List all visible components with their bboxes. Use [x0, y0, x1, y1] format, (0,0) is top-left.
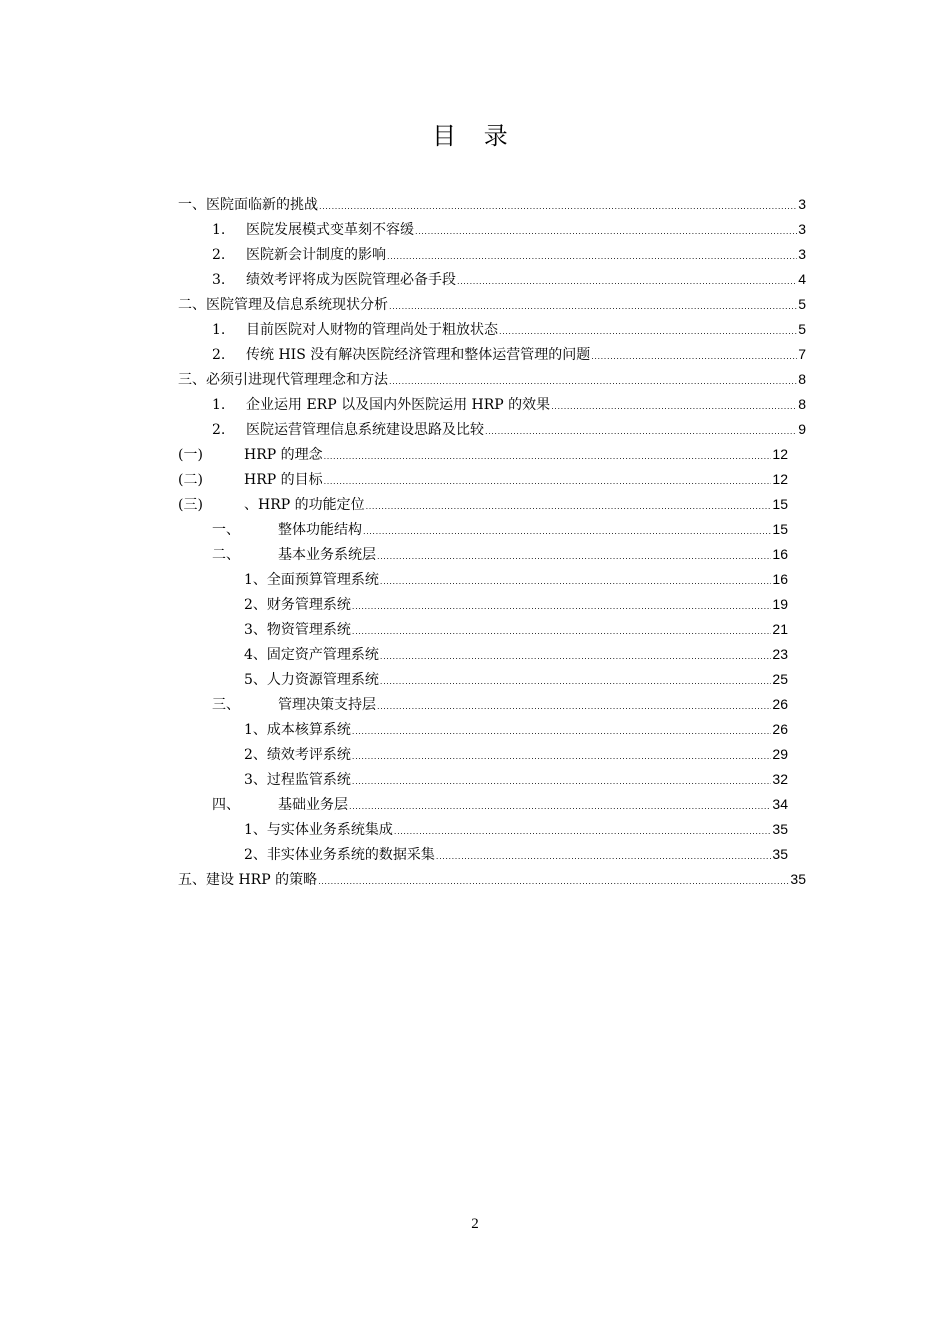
toc-entry-title: 5、人力资源管理系统: [244, 672, 379, 688]
toc-entry[interactable]: [178, 242, 806, 267]
toc-entry-title: 2、绩效考评系统: [244, 747, 351, 763]
toc-entry[interactable]: [178, 392, 806, 417]
toc-leader-dots: [436, 844, 772, 869]
toc-entry[interactable]: [178, 542, 806, 567]
toc-entry-title: 三、必须引进现代管理理念和方法: [178, 372, 388, 388]
toc-entry-number: 1.: [212, 222, 226, 238]
toc-entry-title: HRP 的理念: [244, 447, 323, 463]
toc-entry-page: 3: [798, 221, 806, 237]
toc-entry[interactable]: [178, 717, 806, 742]
toc-entry-title: 绩效考评将成为医院管理必备手段: [246, 272, 456, 288]
toc-entry-page: 16: [772, 571, 788, 587]
toc-entry[interactable]: [178, 867, 806, 892]
toc-entry[interactable]: [178, 817, 806, 842]
toc-entry-page: 12: [772, 446, 788, 462]
toc-entry[interactable]: [178, 192, 806, 217]
toc-leader-dots: [352, 619, 772, 644]
toc-entry-number: (二): [178, 472, 203, 488]
toc-leader-dots: [377, 694, 771, 719]
toc-entry-page: 7: [798, 346, 806, 362]
toc-leader-dots: [318, 869, 789, 894]
toc-leader-dots: [389, 294, 797, 319]
toc-title: 目 录: [432, 122, 518, 150]
toc-entry-title: 4、固定资产管理系统: [244, 647, 379, 663]
toc-entry-page: 8: [798, 371, 806, 387]
toc-entry-number: 二、: [212, 547, 240, 563]
toc-leader-dots: [457, 269, 797, 294]
toc-leader-dots: [352, 744, 772, 769]
toc-entry-page: 4: [798, 271, 806, 287]
toc-entry-title: 3、物资管理系统: [244, 622, 351, 638]
toc-entry-title: 基础业务层: [278, 797, 348, 813]
toc-leader-dots: [380, 644, 772, 669]
toc-leader-dots: [394, 819, 772, 844]
toc-entry-page: 32: [772, 771, 788, 787]
toc-entry-page: 15: [772, 521, 788, 537]
toc-leader-dots: [349, 794, 771, 819]
toc-leader-dots: [415, 219, 797, 244]
toc-entry[interactable]: [178, 367, 806, 392]
toc-leader-dots: [324, 444, 772, 469]
toc-entry[interactable]: [178, 267, 806, 292]
toc-entry[interactable]: [178, 592, 806, 617]
toc-entry-number: 2.: [212, 422, 226, 438]
toc-entry[interactable]: [178, 317, 806, 342]
toc-entry-title: 医院运营管理信息系统建设思路及比较: [246, 422, 484, 438]
toc-leader-dots: [591, 344, 797, 369]
toc-entry[interactable]: [178, 617, 806, 642]
toc-entry-page: 35: [772, 846, 788, 862]
toc-entry[interactable]: [178, 492, 806, 517]
toc-leader-dots: [499, 319, 797, 344]
toc-entry-title: 医院新会计制度的影响: [246, 247, 386, 263]
toc-entry[interactable]: [178, 642, 806, 667]
toc-entry[interactable]: [178, 342, 806, 367]
toc-leader-dots: [389, 369, 797, 394]
toc-entry-page: 29: [772, 746, 788, 762]
toc-leader-dots: [485, 419, 797, 444]
toc-entry[interactable]: [178, 692, 806, 717]
toc-leader-dots: [380, 569, 772, 594]
toc-entry-page: 3: [798, 196, 806, 212]
toc-entry-title: 、HRP 的功能定位: [244, 497, 365, 513]
toc-entry-title: 二、医院管理及信息系统现状分析: [178, 297, 388, 313]
toc-entry-page: 23: [772, 646, 788, 662]
toc-entry-page: 15: [772, 496, 788, 512]
toc-entry-title: 3、过程监管系统: [244, 772, 351, 788]
toc-leader-dots: [551, 394, 797, 419]
toc-entry[interactable]: [178, 842, 806, 867]
toc-entry-page: 25: [772, 671, 788, 687]
toc-entry-number: 一、: [212, 522, 240, 538]
toc-entry-number: (一): [178, 447, 203, 463]
toc-leader-dots: [352, 719, 772, 744]
toc-entry-title: 企业运用 ERP 以及国内外医院运用 HRP 的效果: [246, 397, 551, 413]
toc-entry-number: 2.: [212, 247, 226, 263]
toc-entry-number: 1.: [212, 397, 226, 413]
page-number: 2: [471, 1216, 479, 1232]
toc-entry-title: 医院发展模式变革刻不容缓: [246, 222, 414, 238]
toc-entry-page: 19: [772, 596, 788, 612]
toc-leader-dots: [366, 494, 772, 519]
toc-entry-title: 目前医院对人财物的管理尚处于粗放状态: [246, 322, 498, 338]
toc-entry-title: 1、成本核算系统: [244, 722, 351, 738]
toc-entry-page: 35: [790, 871, 806, 887]
toc-entry-page: 35: [772, 821, 788, 837]
toc-entry-title: 1、与实体业务系统集成: [244, 822, 393, 838]
toc-entry-title: 1、全面预算管理系统: [244, 572, 379, 588]
toc-entry-page: 5: [798, 321, 806, 337]
toc-entry-page: 26: [772, 721, 788, 737]
toc-entry-title: 一、医院面临新的挑战: [178, 197, 318, 213]
toc-entry-page: 26: [772, 696, 788, 712]
toc-entry-title: 基本业务系统层: [278, 547, 376, 563]
toc-leader-dots: [387, 244, 797, 269]
toc-entry-page: 9: [798, 421, 806, 437]
toc-entry-title: HRP 的目标: [244, 472, 323, 488]
toc-leader-dots: [363, 519, 771, 544]
toc-entry-number: 三、: [212, 697, 240, 713]
toc-entry[interactable]: [178, 517, 806, 542]
toc-entry-page: 5: [798, 296, 806, 312]
toc-entry[interactable]: [178, 742, 806, 767]
toc-entry-title: 2、非实体业务系统的数据采集: [244, 847, 435, 863]
toc-entry[interactable]: [178, 567, 806, 592]
toc-leader-dots: [380, 669, 772, 694]
toc-leader-dots: [352, 769, 772, 794]
toc-entry-number: 3.: [212, 272, 226, 288]
toc-entry-number: (三): [178, 497, 203, 513]
toc-entry-page: 16: [772, 546, 788, 562]
toc-entry-number: 2.: [212, 347, 226, 363]
toc-entry-title: 管理决策支持层: [278, 697, 376, 713]
toc-entry-page: 3: [798, 246, 806, 262]
toc-entry[interactable]: [178, 467, 806, 492]
toc-entry-number: 1.: [212, 322, 226, 338]
toc-entry-title: 五、建设 HRP 的策略: [178, 872, 318, 888]
toc-entry[interactable]: [178, 792, 806, 817]
toc-entry-title: 整体功能结构: [278, 522, 362, 538]
toc-entry-page: 34: [772, 796, 788, 812]
toc-entry-page: 8: [798, 396, 806, 412]
toc-entry-number: 四、: [212, 797, 240, 813]
toc-entry-title: 2、财务管理系统: [244, 597, 351, 613]
toc-entry-title: 传统 HIS 没有解决医院经济管理和整体运营管理的问题: [246, 347, 591, 363]
toc-entry[interactable]: [178, 217, 806, 242]
table-of-contents: [178, 192, 806, 892]
toc-leader-dots: [319, 194, 797, 219]
toc-leader-dots: [352, 594, 772, 619]
toc-entry-page: 21: [772, 621, 788, 637]
toc-leader-dots: [377, 544, 771, 569]
toc-entry[interactable]: [178, 442, 806, 467]
toc-leader-dots: [324, 469, 772, 494]
toc-entry-page: 12: [772, 471, 788, 487]
toc-entry[interactable]: [178, 292, 806, 317]
toc-entry[interactable]: [178, 767, 806, 792]
toc-entry[interactable]: [178, 417, 806, 442]
toc-entry[interactable]: [178, 667, 806, 692]
